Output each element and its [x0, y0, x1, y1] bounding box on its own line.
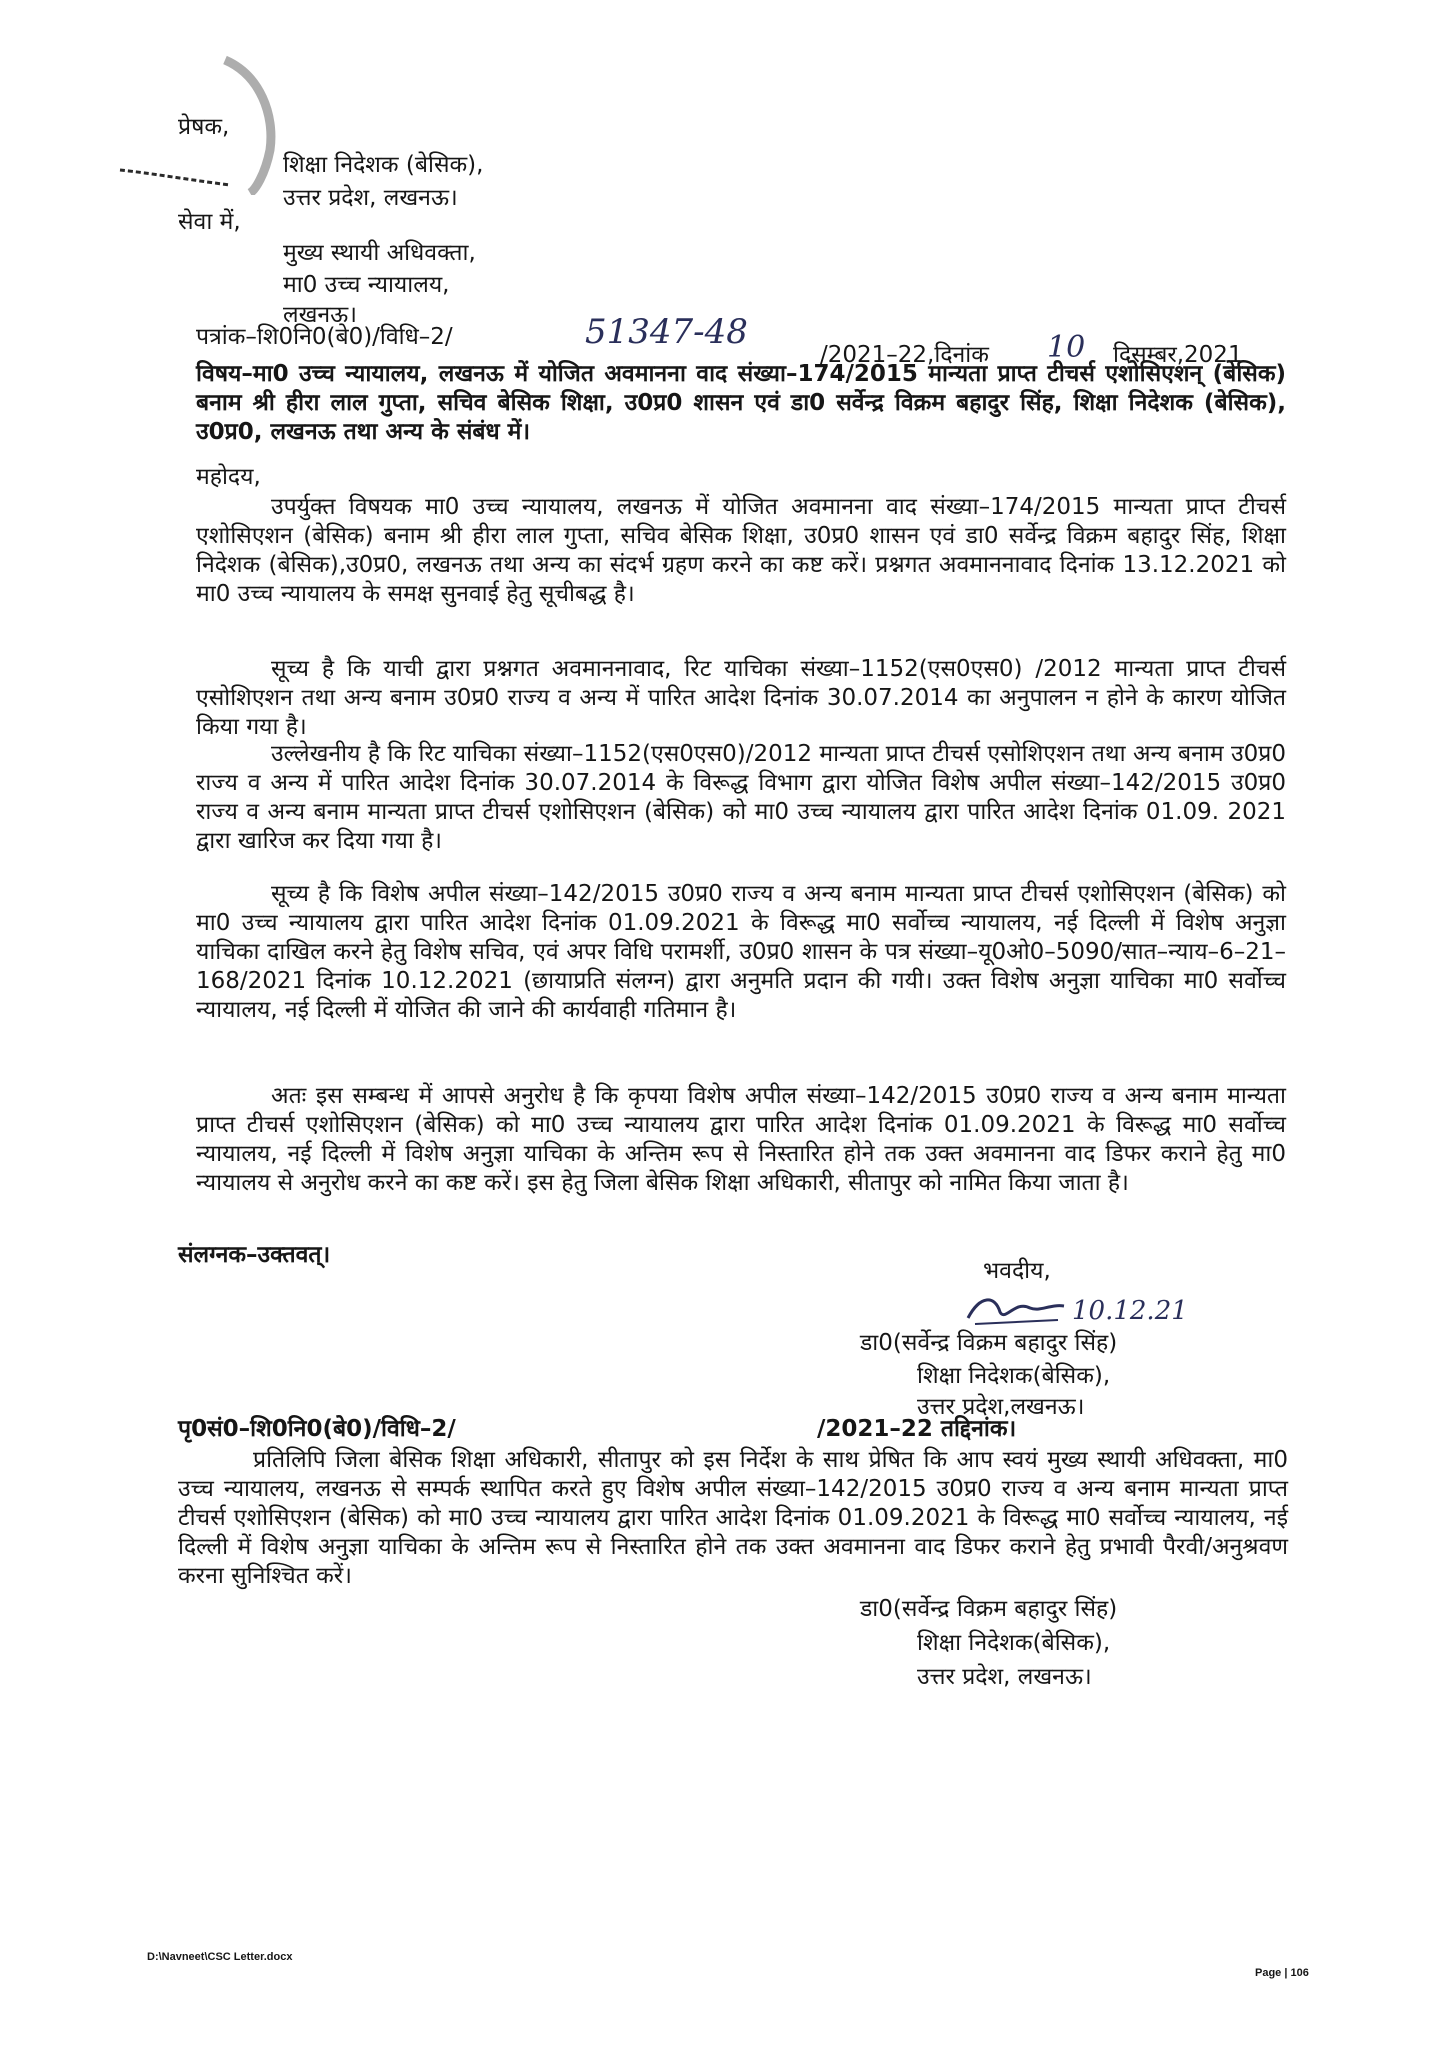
- reference-year-date: /2021–22,दिनांक: [820, 342, 989, 368]
- reference-day-handwritten: 10: [1047, 330, 1086, 365]
- copy-reference: पृ0सं0–शि0नि0(बे0)/विधि–2/: [178, 1416, 456, 1442]
- signature-date-handwritten: 10.12.21: [1072, 1296, 1188, 1326]
- body-paragraph-5: अतः इस सम्बन्ध में आपसे अनुरोध है कि कृपया विशेष अपील संख्या–142/2015 उ0प्र0 राज्य व अन्य बनाम मान्यता प्राप्त टीचर्स एशोसिएशन (बेसिक) को मा0 उच्च न्यायालय द्वारा पारित आदेश दिनांक 01.09.2021 के विरूद्ध मा0 सर्वोच्च न्यायालय, नई दिल्ली में विशेष अनुज्ञा याचिका के अन्तिम रूप से निस्तारित होने तक उक्त अवमानना वाद डिफर कराने हेतु मा0 न्यायालय से अनुरोध करने का कष्ट करें। इस हेतु जिला बेसिक शिक्षा अधिकारी, सीतापुर को नामित किया जाता है।: [196, 1083, 1286, 1196]
- enclosure-note: संलग्नक–उक्तवत्।: [178, 1242, 331, 1268]
- salutation: महोदय,: [196, 464, 261, 490]
- body-paragraph-2: सूच्य है कि याची द्वारा प्रश्नगत अवमाननावाद, रिट याचिका संख्या–1152(एस0एस0) /2012 मान्यता प्राप्त टीचर्स एसोशिएशन तथा अन्य बनाम उ0प्र0 राज्य व अन्य में पारित आदेश दिनांक 30.07.2014 का अनुपालन न होने के कारण योजित किया गया है।: [196, 656, 1286, 740]
- signature-mark: [960, 1290, 1070, 1330]
- recipient-line-3: लखनऊ।: [283, 302, 357, 328]
- closing: भवदीय,: [983, 1258, 1051, 1284]
- signatory-location: उत्तर प्रदेश,लखनऊ।: [917, 1394, 1085, 1420]
- copy-signatory-name: डा0(सर्वेन्द्र विक्रम बहादुर सिंह): [860, 1596, 1118, 1622]
- subject: विषय–मा0 उच्च न्यायालय, लखनऊ में योजित अवमानना वाद संख्या–174/2015 मान्यता प्राप्त टीचर्स एशोसिएशन् (बेसिक) बनाम श्री हीरा लाल गुप्ता, सचिव बेसिक शिक्षा, उ0प्र0 शासन एवं डा0 सर्वेन्द्र विक्रम बहादुर सिंह, शिक्षा निदेशक (बेसिक), उ0प्र0, लखनऊ तथा अन्य के संबंध में।: [196, 361, 1286, 445]
- recipient-line-1: मुख्य स्थायी अधिवक्ता,: [283, 240, 476, 266]
- copy-paragraph: प्रतिलिपि जिला बेसिक शिक्षा अधिकारी, सीतापुर को इस निर्देश के साथ प्रेषित कि आप स्वयं मुख्य स्थायी अधिवक्ता, मा0 उच्च न्यायालय, लखनऊ से सम्पर्क स्थापित करते हुए विशेष अपील संख्या–142/2015 उ0प्र0 राज्य व अन्य बनाम मान्यता प्राप्त टीचर्स एशोसिएशन (बेसिक) को मा0 उच्च न्यायालय द्वारा पारित आदेश दिनांक 01.09.2021 के विरूद्ध मा0 सर्वोच्च न्यायालय, नई दिल्ली में विशेष अनुज्ञा याचिका के अन्तिम रूप से निस्तारित होने तक उक्त अवमानना वाद डिफर कराने हेतु प्रभावी पैरवी/अनुश्रवण करना सुनिश्चित करें।: [178, 1447, 1288, 1589]
- body-paragraph-4: सूच्य है कि विशेष अपील संख्या–142/2015 उ0प्र0 राज्य व अन्य बनाम मान्यता प्राप्त टीचर्स एशोसिएशन (बेसिक) को मा0 उच्च न्यायालय द्वारा पारित आदेश दिनांक 01.09.2021 के विरूद्ध मा0 सर्वोच्च न्यायालय, नई दिल्ली में विशेष अनुज्ञा याचिका दाखिल करने हेतु विशेष सचिव, एवं अपर विधि परामर्शी, उ0प्र0 शासन के पत्र संख्या–यू0ओ0–5090/सात–न्याय–6–21–168/2021 दिनांक 10.12.2021 (छायाप्रति संलग्न) द्वारा अनुमति प्रदान की गयी। उक्त विशेष अनुज्ञा याचिका मा0 सर्वोच्च न्यायालय, नई दिल्ली में योजित की जाने की कार्यवाही गतिमान है।: [196, 881, 1286, 1023]
- copy-signatory-location: उत्तर प्रदेश, लखनऊ।: [917, 1664, 1092, 1690]
- reference-number: पत्रांक–शि0नि0(बे0)/विधि–2/: [196, 324, 453, 350]
- recipient-line-2: मा0 उच्च न्यायालय,: [283, 272, 450, 298]
- copy-reference-date: /2021–22 तद्दिनांक।: [817, 1416, 1017, 1442]
- footer-file-path: D:\Navneet\CSC Letter.docx: [147, 1951, 293, 1963]
- reference-month-year: दिसम्बर,2021: [1113, 342, 1243, 368]
- body-paragraph-1: उपर्युक्त विषयक मा0 उच्च न्यायालय, लखनऊ में योजित अवमानना वाद संख्या–174/2015 मान्यता प्राप्त टीचर्स एशोसिएशन (बेसिक) बनाम श्री हीरा लाल गुप्ता, सचिव बेसिक शिक्षा, उ0प्र0 शासन एवं डा0 सर्वेन्द्र विक्रम बहादुर सिंह, शिक्षा निदेशक (बेसिक),उ0प्र0, लखनऊ तथा अन्य का संदर्भ ग्रहण करने का कष्ट करें। प्रश्नगत अवमाननावाद दिनांक 13.12.2021 को मा0 उच्च न्यायालय के समक्ष सुनवाई हेतु सूचीबद्ध है।: [196, 494, 1286, 607]
- copy-signatory-designation: शिक्षा निदेशक(बेसिक),: [917, 1630, 1111, 1656]
- sender-line-2: उत्तर प्रदेश, लखनऊ।: [283, 185, 458, 211]
- sender-line-1: शिक्षा निदेशक (बेसिक),: [283, 152, 484, 178]
- sender-prefix: प्रेषक,: [178, 114, 230, 140]
- recipient-prefix: सेवा में,: [178, 209, 241, 235]
- reference-handwritten-number: 51347-48: [585, 312, 748, 352]
- signatory-designation: शिक्षा निदेशक(बेसिक),: [917, 1363, 1111, 1389]
- signatory-name: डा0(सर्वेन्द्र विक्रम बहादुर सिंह): [860, 1330, 1118, 1356]
- body-paragraph-3: उल्लेखनीय है कि रिट याचिका संख्या–1152(एस0एस0)/2012 मान्यता प्राप्त टीचर्स एसोशिएशन तथा अन्य बनाम उ0प्र0 राज्य व अन्य में पारित आदेश दिनांक 30.07.2014 के विरूद्ध विभाग द्वारा योजित विशेष अपील संख्या–142/2015 उ0प्र0 राज्य व अन्य बनाम मान्यता प्राप्त टीचर्स एशोसिएशन (बेसिक) को मा0 उच्च न्यायालय द्वारा पारित आदेश दिनांक 01.09. 2021 द्वारा खारिज कर दिया गया है।: [196, 741, 1286, 854]
- footer-page-number: Page | 106: [1255, 1967, 1309, 1979]
